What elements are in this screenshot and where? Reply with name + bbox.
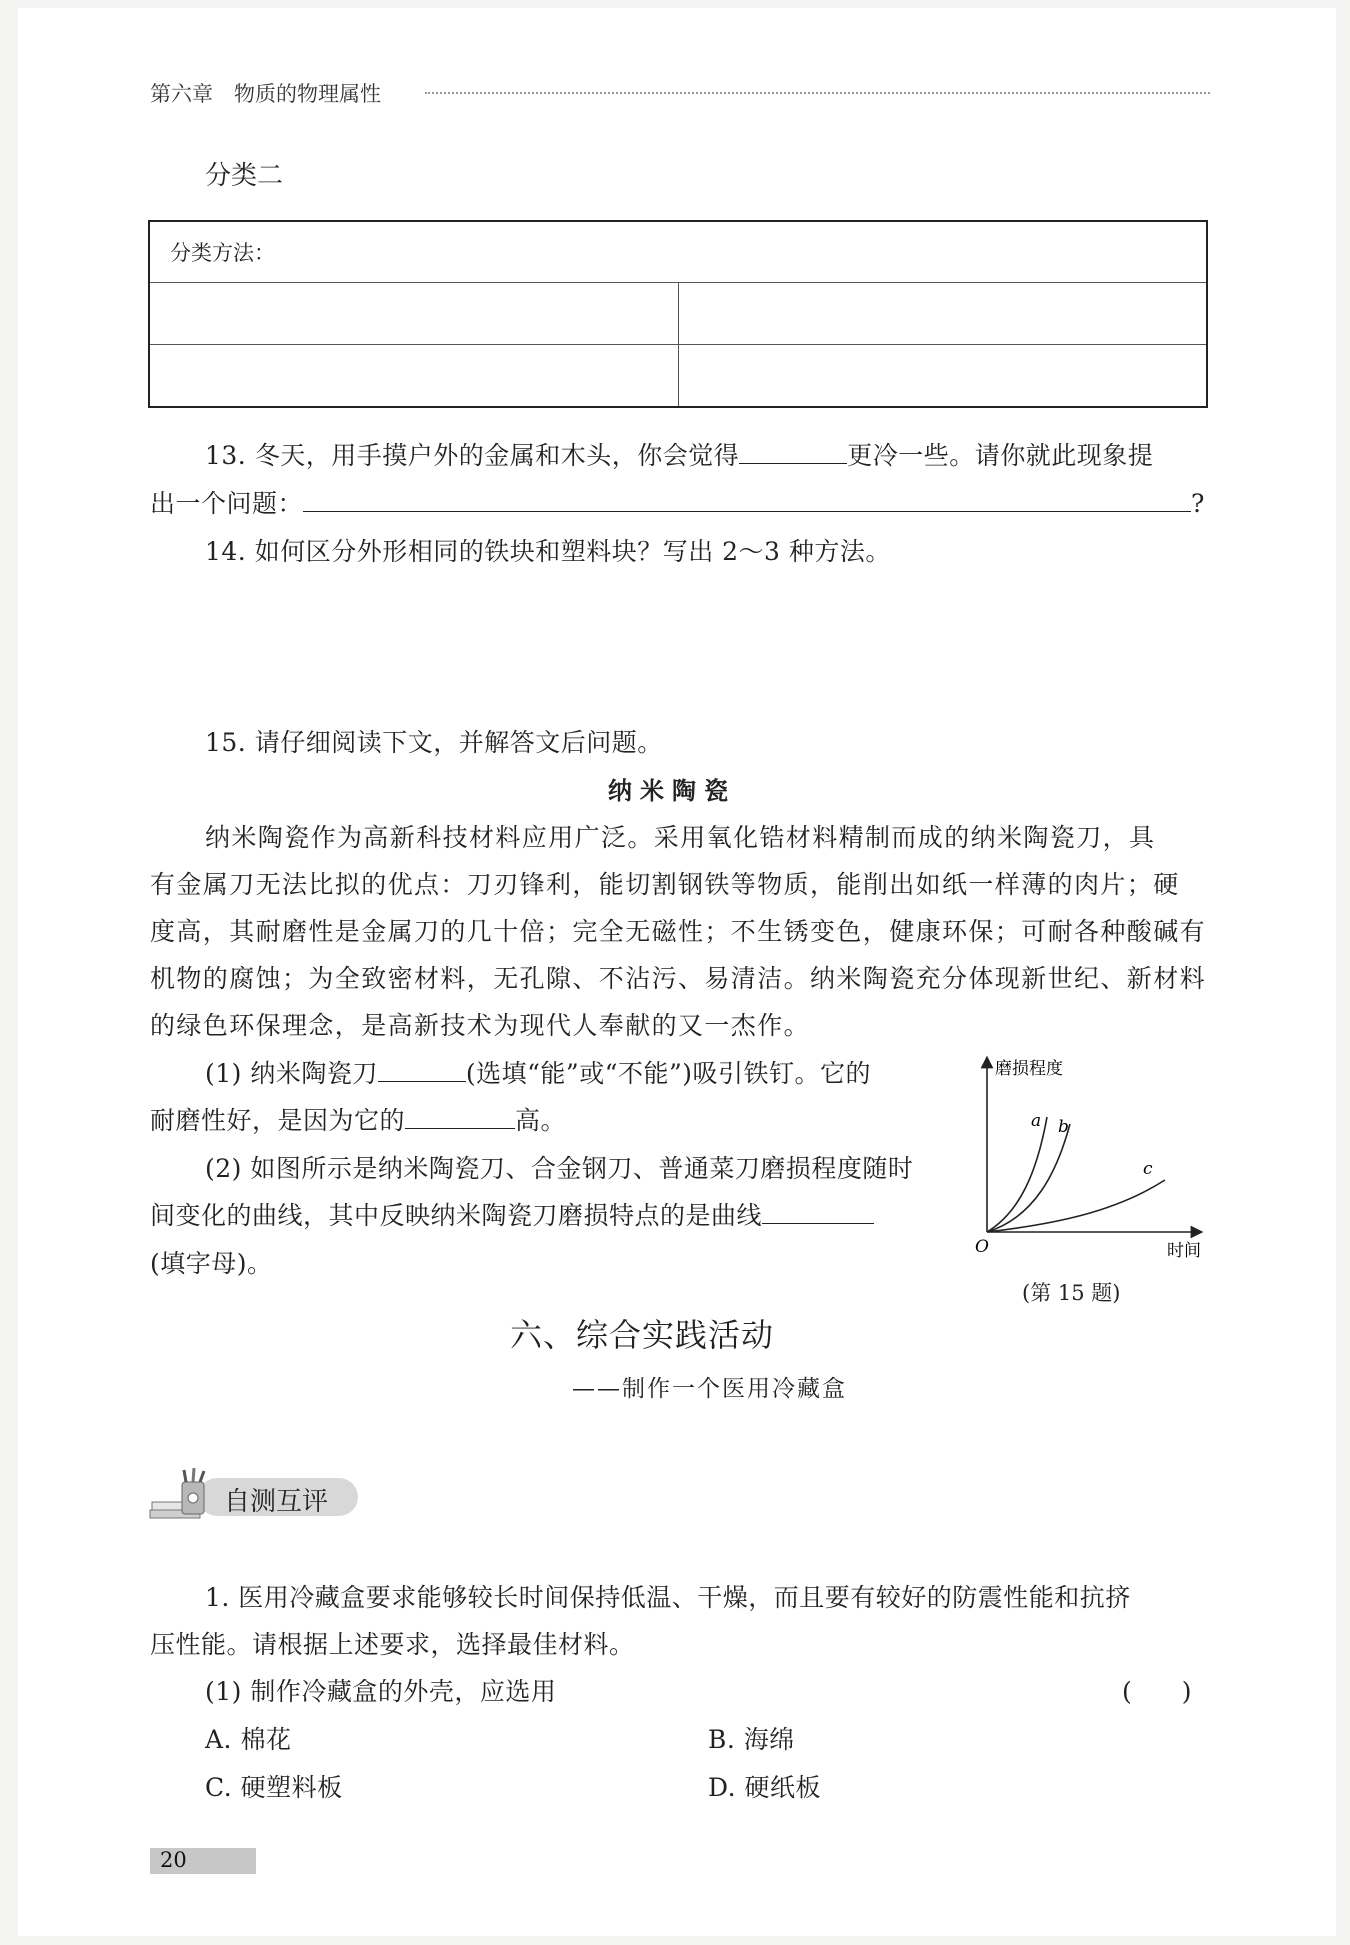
table-cell[interactable] (149, 282, 678, 344)
q15-sub1-blank-1[interactable] (378, 1055, 466, 1082)
question-15-intro: 15. 请仔细阅读下文，并解答文后问题。 (205, 728, 663, 757)
q15-sub1-line2 (150, 1101, 566, 1137)
table-cell[interactable] (678, 344, 1207, 407)
q13-text-a: 13. 冬天，用手摸户外的金属和木头，你会觉得 (205, 441, 740, 470)
q13-text-c: 出一个问题： (150, 489, 304, 518)
x-axis-label: 时间 (1167, 1241, 1201, 1261)
q15-sub1-blank-2[interactable] (405, 1102, 515, 1129)
q15-sub1-text-b: (选填“能”或“不能”)吸引铁钉。它的 (465, 1059, 872, 1088)
classification-method-cell (149, 221, 1207, 282)
classification-method-label: 分类方法： (170, 240, 275, 265)
q15-sub1-text-d: 高。 (515, 1106, 567, 1135)
page-number-tab (150, 1848, 256, 1874)
article-line: 度高，其耐磨性是金属刀的几十倍；完全无磁性；不生锈变色，健康环保；可耐各种酸碱有 (150, 917, 1207, 946)
q1-line1: 1. 医用冷藏盒要求能够较长时间保持低温、干燥，而且要有较好的防震性能和抗挤 (205, 1583, 1131, 1612)
wear-curve-figure (975, 1052, 1215, 1272)
classification-table (148, 220, 1208, 408)
article-line: 有金属刀无法比拟的优点：刀刃锋利，能切割钢铁等物质，能削出如纸一样薄的肉片；硬 (150, 870, 1180, 899)
table-cell[interactable] (678, 282, 1207, 344)
books-pencils-icon (148, 1468, 218, 1524)
question-13-line1 (205, 436, 1153, 472)
page-number: 20 (160, 1848, 187, 1872)
option-b[interactable]: B. 海绵 (708, 1725, 795, 1754)
curve-b (987, 1124, 1070, 1232)
article-line: 机物的腐蚀；为全致密材料，无孔隙、不沾污、易清洁。纳米陶瓷充分体现新世纪、新材料 (150, 964, 1207, 993)
q15-sub2-line3: (填字母)。 (150, 1249, 273, 1278)
curve-label-c: c (1143, 1159, 1153, 1179)
q1-sub1: (1) 制作冷藏盒的外壳，应选用 (205, 1677, 557, 1706)
self-test-badge (148, 1468, 360, 1520)
q15-sub2-text-b: 间变化的曲线，其中反映纳米陶瓷刀磨损特点的是曲线 (150, 1201, 763, 1230)
q13-answer-blank[interactable] (739, 437, 847, 464)
category-2-title: 分类二 (205, 161, 284, 191)
header-dotted-rule (425, 92, 1210, 94)
q15-sub2-line1: (2) 如图所示是纳米陶瓷刀、合金钢刀、普通菜刀磨损程度随时 (205, 1154, 914, 1183)
q13-question-blank[interactable] (303, 485, 1191, 512)
option-c[interactable]: C. 硬塑料板 (205, 1773, 343, 1802)
q1-line2: 压性能。请根据上述要求，选择最佳材料。 (150, 1630, 635, 1659)
q15-sub1-line1 (205, 1054, 871, 1090)
y-axis-label: 磨损程度 (995, 1059, 1063, 1079)
q15-sub1-text-a: (1) 纳米陶瓷刀 (205, 1059, 378, 1088)
article-line: 纳米陶瓷作为高新科技材料应用广泛。采用氧化锆材料精制而成的纳米陶瓷刀，具 (205, 823, 1156, 852)
article-line: 的绿色环保理念，是高新技术为现代人奉献的又一杰作。 (150, 1011, 811, 1040)
q1-answer-bracket[interactable]: ( ) (1122, 1677, 1192, 1706)
option-a[interactable]: A. 棉花 (205, 1725, 292, 1754)
table-cell[interactable] (149, 344, 678, 407)
q13-text-d: ? (1191, 489, 1205, 518)
curve-a (987, 1117, 1047, 1232)
q15-sub1-text-c: 耐磨性好，是因为它的 (150, 1106, 406, 1135)
origin-label: O (975, 1237, 989, 1257)
figure-caption: (第 15 题) (1022, 1281, 1121, 1305)
article-title: 纳米陶瓷 (608, 777, 736, 805)
option-d[interactable]: D. 硬纸板 (708, 1773, 822, 1802)
question-14: 14. 如何区分外形相同的铁块和塑料块？写出 2～3 种方法。 (205, 537, 891, 566)
curve-label-b: b (1058, 1117, 1069, 1137)
badge-label: 自测互评 (224, 1487, 329, 1517)
curve-label-a: a (1031, 1111, 1042, 1131)
section-6-subtitle: ——制作一个医用冷藏盒 (572, 1376, 847, 1402)
question-13-line2 (150, 484, 1205, 520)
section-6-title: 六、综合实践活动 (510, 1316, 775, 1354)
q13-text-b: 更冷一些。请你就此现象提 (847, 441, 1154, 470)
q15-sub2-line2 (150, 1196, 874, 1232)
chapter-header: 第六章 物质的物理属性 (150, 82, 381, 106)
q15-sub2-blank[interactable] (762, 1197, 874, 1224)
